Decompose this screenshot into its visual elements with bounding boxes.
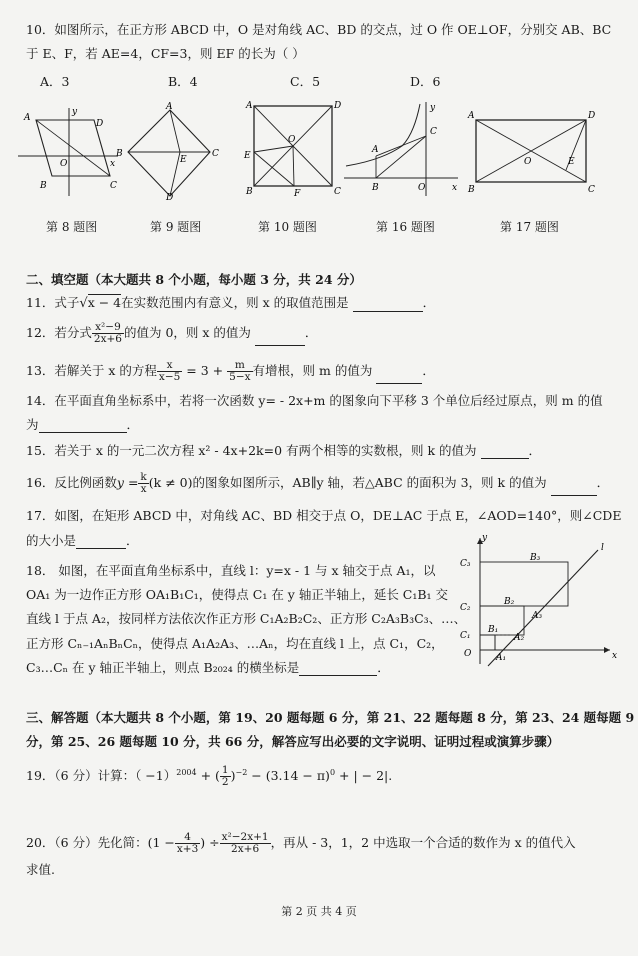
fig8-label-c: C	[110, 181, 117, 191]
q10-line1: 10．如图所示，在正方形 ABCD 中，O 是对角线 AC、BD 的交点，过 O 作 OE⊥OF，分别交 AB、BC	[26, 22, 612, 37]
fig9-label-d: D	[166, 193, 174, 203]
fig18-label-y: y	[482, 533, 488, 543]
fig18-label-l: l	[601, 543, 604, 553]
fig8-label-y: y	[72, 107, 78, 117]
page-footer: 第 2 页 共 4 页	[281, 905, 357, 918]
fig9-label-b: B	[116, 149, 123, 159]
fig18-label-a3: A₃	[532, 611, 543, 621]
fig10-label-e: E	[244, 151, 251, 161]
fig16-label-b: B	[372, 183, 379, 193]
fig8-label-x: x	[110, 159, 116, 169]
q14-line1: 14．在平面直角坐标系中，若将一次函数 y= - 2x+m 的图象向下平移 3 个单位后经过原点，则 m 的值	[26, 393, 603, 408]
fig16-label-c: C	[430, 127, 437, 137]
q18-line4: 正方形 Cₙ₋₁AₙBₙCₙ，使得点 A₁A₂A₃、…Aₙ，均在直线 l 上，点 C₁，C₂，	[26, 636, 444, 651]
q13-answer-blank[interactable]	[376, 371, 422, 384]
fig17-label-b: B	[468, 185, 475, 195]
q14-line2: 为 ．	[26, 417, 140, 432]
section-3-heading-line2: 分，第 25、26 题每题 10 分，共 66 分，解答应写出必要的文字说明、证明过程或演算步骤）	[26, 734, 560, 749]
question-13: 13．若解关于 x 的方程 $\frac{x}{x-5}$ = 3 + $\frac{m}{5-x}$ 有增根，则 m 的值为 ．	[26, 359, 435, 383]
fig8-label-o: O	[60, 159, 68, 169]
fig8-label-a: A	[24, 113, 31, 123]
figure-8	[14, 104, 122, 200]
q10-option-c: C．5	[290, 74, 321, 89]
section-2-heading: 二、填空题（本大题共 8 个小题，每小题 3 分，共 24 分）	[26, 272, 362, 287]
q17-line2: 的大小是 ．	[26, 533, 139, 548]
q18-answer-blank[interactable]	[299, 663, 377, 676]
caption-fig8: 第 8 题图	[46, 220, 98, 234]
q17-answer-blank[interactable]	[76, 536, 126, 549]
fig10-label-d: D	[334, 101, 342, 111]
question-20: 20．（6 分）先化简：(1 − $\frac{4}{x+3}$ ) ÷ $\frac{\text{x²−2x+1}}{2x+6}$ ，再从 - 3，1，2 中选取一个合适的数作为 x 的值代入	[26, 831, 576, 855]
fig17-label-o: O	[524, 157, 532, 167]
fig17-label-a: A	[468, 111, 475, 121]
fig18-label-c2: C₂	[460, 603, 471, 613]
fig18-label-a1: A₁	[496, 653, 507, 663]
fig18-label-c3: C₃	[460, 559, 471, 569]
question-19: 19．（6 分）计算：（ −1）$^{2004}$ + ( $\frac{1}{2}$ )$^{-2} - (3.14 - \pi)^0$ + | − 2|.	[26, 764, 393, 789]
caption-fig17: 第 17 题图	[500, 220, 559, 234]
q17-line1: 17．如图，在矩形 ABCD 中，对角线 AC、BD 相交于点 O，DE⊥AC 于点 E，∠AOD=140°，则∠CDE	[26, 508, 622, 523]
fig8-label-d: D	[96, 119, 104, 129]
q18-line3: 直线 l 于点 A₂，按同样方法依次作正方形 C₁A₂B₂C₂、正方形 C₂A₃B₃C₃、…、	[26, 611, 467, 626]
fig17-label-c: C	[588, 185, 595, 195]
fig9-label-a: A	[166, 102, 173, 112]
q16-answer-blank[interactable]	[551, 483, 597, 496]
fig18-label-b1: B₁	[488, 625, 499, 635]
q10-option-b: B．4	[168, 74, 198, 89]
caption-fig16: 第 16 题图	[376, 220, 435, 234]
fig16-label-x: x	[452, 183, 458, 193]
caption-fig9: 第 9 题图	[150, 220, 202, 234]
fig8-label-b: B	[40, 181, 47, 191]
fig10-label-c: C	[334, 187, 341, 197]
q14-answer-blank[interactable]	[39, 420, 127, 433]
q15-answer-blank[interactable]	[481, 446, 529, 459]
fig18-label-b3: B₃	[530, 553, 541, 563]
fig16-label-y: y	[430, 103, 436, 113]
q10-option-d: D．6	[410, 74, 441, 89]
question-15: 15．若关于 x 的一元二次方程 x² - 4x+2k=0 有两个相等的实数根，则 k 的值为 ．	[26, 443, 542, 458]
figure-17	[464, 108, 594, 196]
question-12: 12．若分式 $\frac{\text{x²−9}}{2x+6}$ 的值为 0，则 x 的值为 ．	[26, 321, 318, 345]
fig17-label-e: E	[568, 157, 575, 167]
fig16-label-a: A	[372, 145, 379, 155]
q18-line5: C₃…Cₙ 在 y 轴正半轴上，则点 B₂₀₂₄ 的横坐标是 ．	[26, 660, 390, 675]
fig10-label-o: O	[288, 135, 296, 145]
fig18-label-a2: A₂	[514, 633, 525, 643]
caption-fig10: 第 10 题图	[258, 220, 317, 234]
fig16-label-o: O	[418, 183, 426, 193]
fig9-label-c: C	[212, 149, 219, 159]
section-3-heading-line1: 三、解答题（本大题共 8 个小题，第 19、20 题每题 6 分，第 21、22 题每题 8 分，第 23、24 题每题 9	[26, 710, 635, 725]
fig18-label-b2: B₂	[504, 597, 515, 607]
question-16: 16．反比例函数y = $\frac{k}{x}$ (k ≠ 0)的图象如图所示，AB∥y 轴，若△ABC 的面积为 3，则 k 的值为 ．	[26, 471, 610, 495]
q20-line2: 求值.	[26, 862, 55, 877]
q11-answer-blank[interactable]	[353, 299, 423, 312]
fig10-label-b: B	[246, 187, 253, 197]
fig10-label-a: A	[246, 101, 253, 111]
figure-18	[458, 532, 618, 672]
fig17-label-d: D	[588, 111, 596, 121]
question-11: 11．式子√x − 4在实数范围内有意义，则 x 的取值范围是 ．	[26, 295, 436, 311]
q10-option-a: A．3	[40, 74, 70, 89]
fig10-label-f: F	[294, 189, 301, 199]
q18-line1: 18． 如图，在平面直角坐标系中，直线 l：y=x - 1 与 x 轴交于点 A₁，以	[26, 563, 436, 578]
fig18-label-o: O	[464, 649, 472, 659]
q12-answer-blank[interactable]	[255, 333, 305, 346]
fig18-label-c1: C₁	[460, 631, 471, 641]
figure-10	[240, 100, 340, 200]
figure-16	[342, 100, 462, 200]
fig18-label-x: x	[612, 651, 618, 661]
q18-line2: OA₁ 为一边作正方形 OA₁B₁C₁，使得点 C₁ 在 y 轴正半轴上，延长 C₁B₁ 交	[26, 587, 449, 602]
q10-line2: 于 E、F，若 AE=4，CF=3，则 EF 的长为（ ）	[26, 46, 305, 61]
fig9-label-e: E	[180, 155, 187, 165]
figure-9	[110, 102, 220, 203]
